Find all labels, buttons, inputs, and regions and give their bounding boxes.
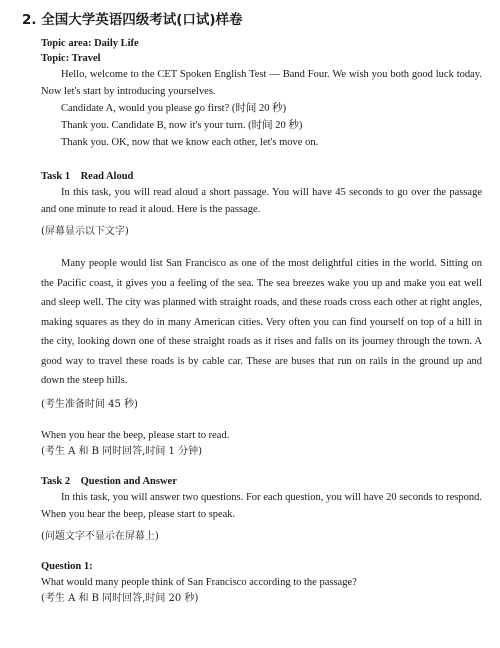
question1-text: What would many people think of San Francisco according to the passage? xyxy=(41,576,357,588)
topic-area: Topic area: Daily Life xyxy=(41,38,139,49)
intro-greeting: Hello, welcome to the CET Spoken English Test — Band Four. We wish you both good luck today. Now let's start by introducing yourselves. xyxy=(41,69,482,97)
task1-instruction: In this task, you will read aloud a short passage. You will have 45 seconds to go over the passage and one minute to read it aloud. Here is the passage. xyxy=(41,187,482,215)
question1-note: (考生 A 和 B 同时回答,时间 20 秒) xyxy=(41,592,199,604)
intro-candidate-b: Thank you. Candidate B, now it's your turn. (时间 20 秒) xyxy=(61,120,303,131)
intro-move-on: Thank you. OK, now that we know each other, let's move on. xyxy=(61,137,319,148)
question1-heading: Question 1: xyxy=(41,560,93,572)
task2-instruction: In this task, you will answer two questions. For each question, you will have 20 seconds to respond. When you hear the beep, please start to speak. xyxy=(41,491,482,520)
topic: Topic: Travel xyxy=(41,53,101,64)
task2-screen-note: (问题文字不显示在屏幕上) xyxy=(41,530,159,542)
task1-prep-note: (考生准备时间 45 秒) xyxy=(41,398,138,410)
task1-beep-instruction: When you hear the beep, please start to read. xyxy=(41,429,230,441)
task1-screen-note: (屏幕显示以下文字) xyxy=(41,226,129,237)
task1-passage: Many people would list San Francisco as one of the most delightful cities in the world. Sitting on the Pacific coast, it gives you a feeling of the sea. The sea breezes wake you up and make you eat well and sleep well. The city was planned with straight roads, and these roads cross each other at right angles, making squares as they do in many American cities. Very often you can find yourself on top of a hill in the city, looking down one of these straight roads as it rises and falls on its journey through the town. A good way to travel these roads is by cable car. These are buses that run on rails in the ground up and down the steep hills. xyxy=(41,258,482,386)
task2-heading: Task 2 Question and Answer xyxy=(41,475,177,487)
intro-candidate-a: Candidate A, would you please go first? (时间 20 秒) xyxy=(61,103,287,114)
page-title: 2. 全国大学英语四级考试(口试)样卷 xyxy=(22,12,243,28)
task1-answer-note: (考生 A 和 B 同时回答,时间 1 分钟) xyxy=(41,445,202,457)
task1-heading: Task 1 Read Aloud xyxy=(41,171,134,182)
